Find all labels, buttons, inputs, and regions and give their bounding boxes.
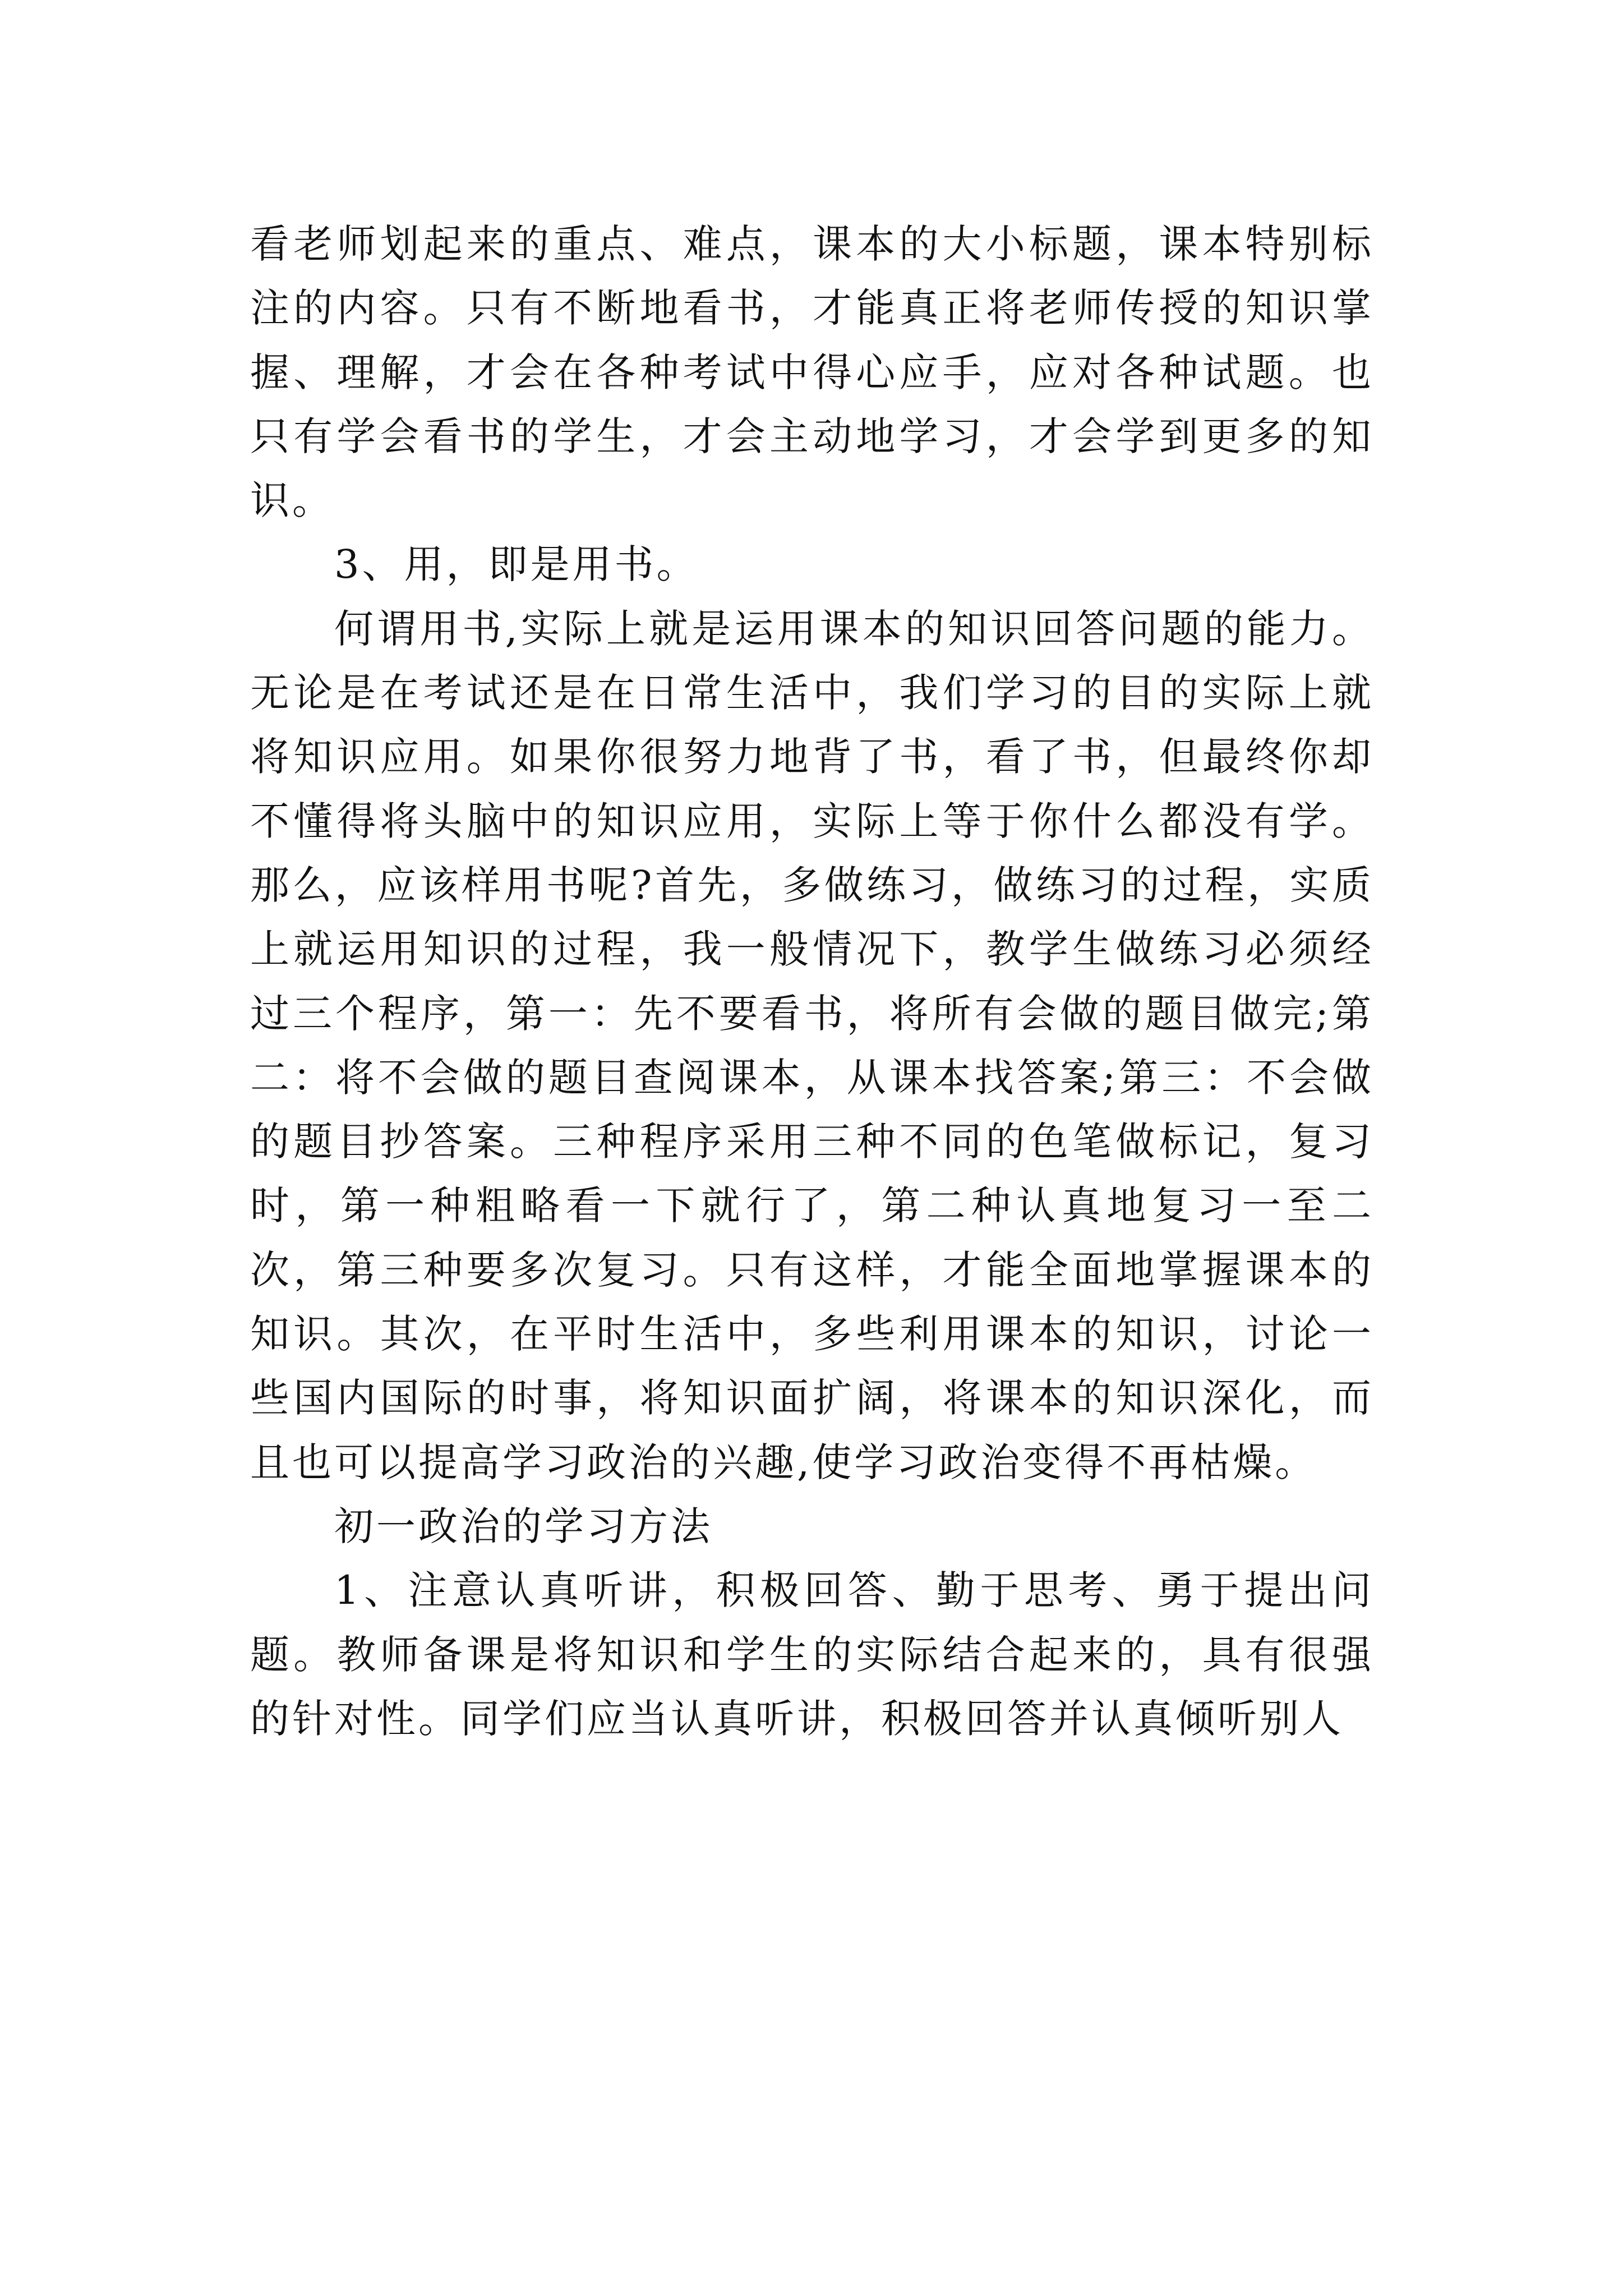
- document-body: [250, 212, 1374, 1751]
- paragraph-continuation: 看老师划起来的重点、难点，课本的大小标题，课本特别标注的内容。只有不断地看书，才能真正将老师传授的知识掌握、理解，才会在各种考试中得心应手，应对各种试题。也只有学会看书的学生，才会主动地学习，才会学到更多的知识。: [250, 221, 1374, 524]
- paragraph-item-1: 1、注意认真听讲，积极回答、勤于思考、勇于提出问题。教师备课是将知识和学生的实际结合起来的，具有很强的针对性。同学们应当认真听讲，积极回答并认真倾听别人: [250, 1567, 1374, 1742]
- section-heading: 初一政治的学习方法: [334, 1503, 713, 1549]
- paragraph-using-books: 何谓用书,实际上就是运用课本的知识回答问题的能力。无论是在考试还是在日常生活中，我们学习的目的实际上就将知识应用。如果你很努力地背了书，看了书，但最终你却不懂得将头脑中的知识应用，实际上等于你什么都没有学。那么，应该样用书呢?首先，多做练习，做练习的过程，实质上就运用知识的过程，我一般情况下，教学生做练习必须经过三个程序，第一：先不要看书，将所有会做的题目做完;第二：将不会做的题目查阅课本，从课本找答案;第三：不会做的题目抄答案。三种程序采用三种不同的色笔做标记，复习时，第一种粗略看一下就行了，第二种认真地复习一至二次，第三种要多次复习。只有这样，才能全面地掌握课本的知识。其次，在平时生活中，多些利用课本的知识，讨论一些国内国际的时事，将知识面扩阔，将课本的知识深化，而且也可以提高学习政治的兴趣,使学习政治变得不再枯燥。: [250, 605, 1374, 1485]
- paragraph-item-3: 3、用，即是用书。: [334, 541, 699, 588]
